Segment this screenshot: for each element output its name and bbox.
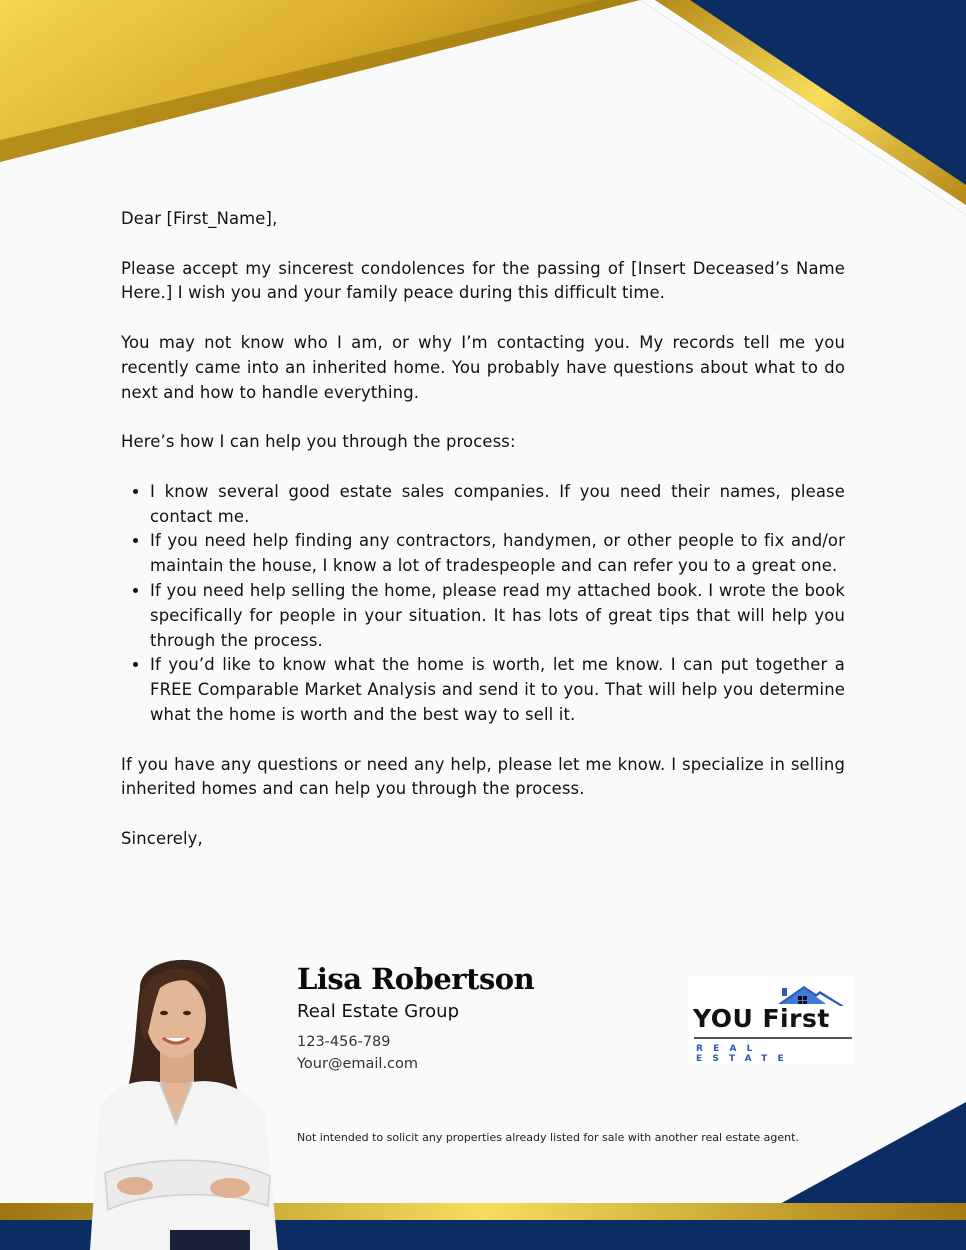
agent-company: Real Estate Group bbox=[297, 1001, 460, 1022]
top-right-navy-band bbox=[640, 0, 966, 215]
list-item: • If you need help finding any contractors, handymen, or other people to fix and/or maintain the house, I know a lot of tradespeople and can refer you to a great one. bbox=[150, 529, 845, 579]
agent-photo bbox=[80, 948, 290, 1250]
logo-title: YOU First bbox=[693, 1004, 830, 1033]
disclaimer: Not intended to solicit any properties already listed for sale with another real estate agent. bbox=[297, 1131, 799, 1144]
agent-name: Lisa Robertson bbox=[297, 962, 535, 996]
help-list bbox=[121, 480, 845, 728]
company-logo bbox=[688, 976, 854, 1064]
paragraph-closing: If you have any questions or need any help, please let me know. I specialize in selling inherited homes and can help you through the process. bbox=[121, 754, 845, 799]
signoff: Sincerely, bbox=[121, 828, 203, 848]
logo-subtitle: REAL ESTATE bbox=[696, 1044, 794, 1064]
letter-body bbox=[121, 207, 845, 877]
list-item: • I know several good estate sales companies. If you need their names, please contact me. bbox=[150, 480, 845, 530]
agent-email: Your@email.com bbox=[297, 1056, 419, 1072]
paragraph-help-intro: Here’s how I can help you through the process: bbox=[121, 432, 516, 452]
logo-divider bbox=[694, 1037, 852, 1039]
paragraph-condolences: Please accept my sincerest condolences for the passing of [Insert Deceased’s Name Here.] I wish you and your family peace during this difficult time. bbox=[121, 258, 845, 303]
top-left-gold-wedge bbox=[0, 0, 640, 162]
salutation: Dear [First_Name], bbox=[121, 209, 278, 228]
list-item: • If you’d like to know what the home is worth, let me know. I can put together a FREE Comparable Market Analysis and send it to you. That will help you determine what the home is worth and the best way to sell it. bbox=[150, 653, 845, 727]
list-item: • If you need help selling the home, please read my attached book. I wrote the book specifically for people in your situation. It has lots of great tips that will help you through the process. bbox=[150, 579, 845, 653]
agent-phone: 123-456-789 bbox=[297, 1034, 391, 1050]
bottom-right-navy-triangle bbox=[778, 1102, 966, 1205]
paragraph-introduction: You may not know who I am, or why I’m contacting you. My records tell me you recently came into an inherited home. You probably have questions about what to do next and how to handle everything. bbox=[121, 332, 845, 402]
